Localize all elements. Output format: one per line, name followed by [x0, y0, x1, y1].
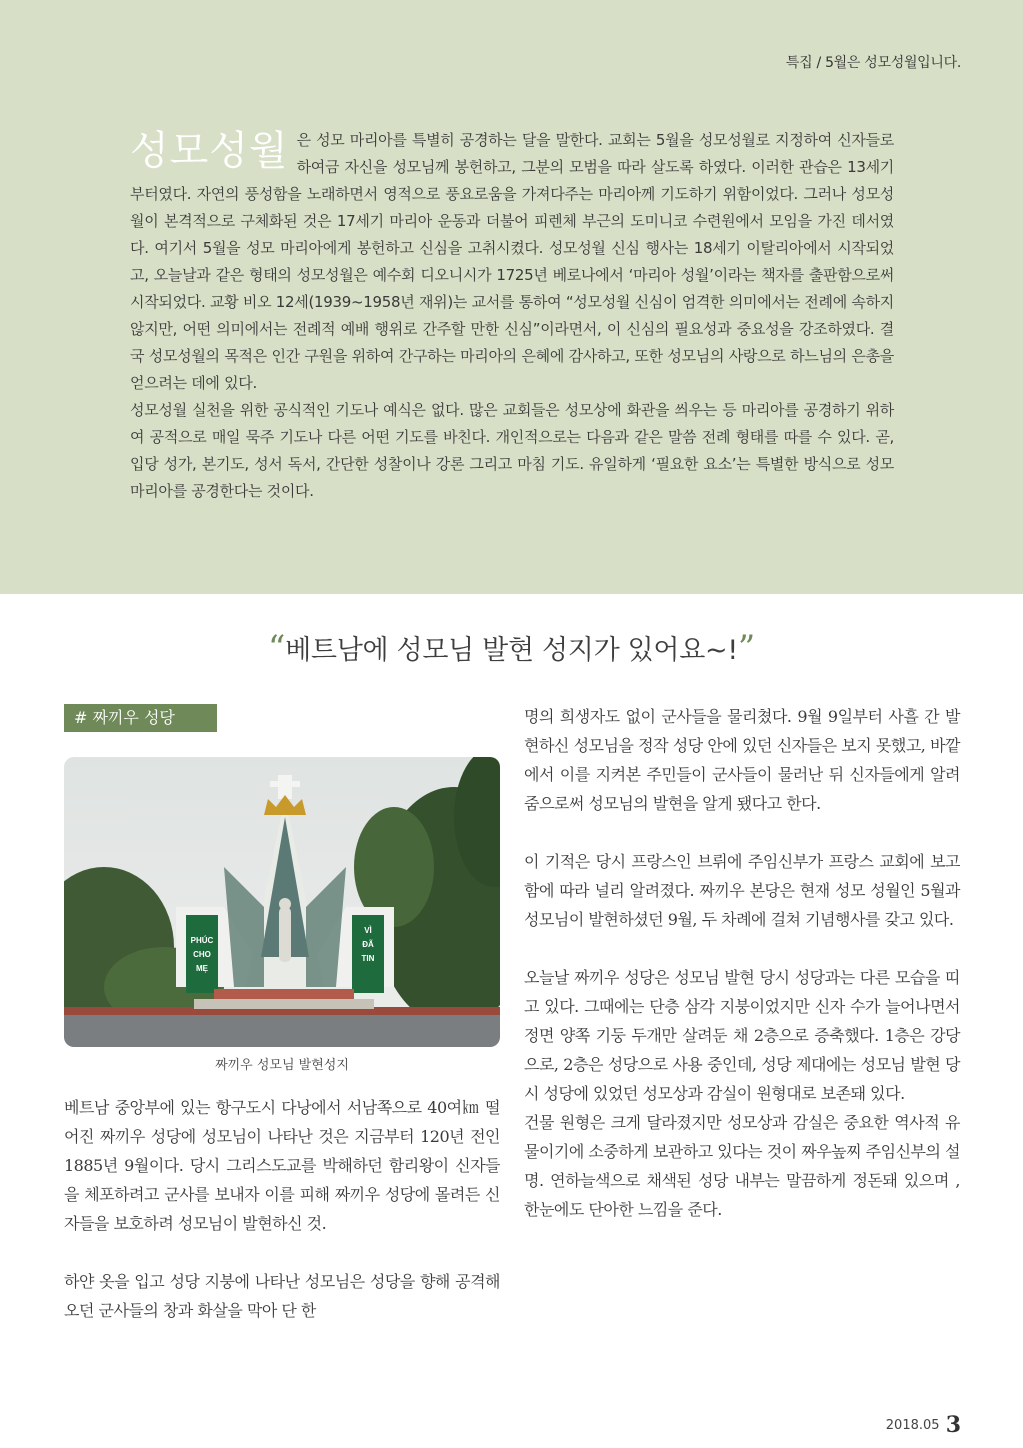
- article-left-column: [64, 1093, 500, 1325]
- article-title: [0, 628, 1023, 668]
- left-paragraph-1: 베트남 중앙부에 있는 항구도시 다낭에서 서남쪽으로 40여㎞ 떨어진 짜끼우 성당에 성모님이 나타난 것은 지금부터 120년 전인 1885년 9월이다. 당시 그리스도교를 박해하던 함리왕이 신자들을 체포하려고 군사를 보내자 이를 피해 짜끼우 성당에 몰려든 신자들을 보호하려 성모님이 발현하신 것.: [64, 1098, 500, 1233]
- paragraph-gap: [64, 1238, 500, 1267]
- right-paragraph-3: 오늘날 짜끼우 성당은 성모님 발현 당시 성당과는 다른 모습을 띠고 있다. 그때에는 단층 삼각 지붕이었지만 신자 수가 늘어나면서 정면 양쪽 기둥 두개만 살려둔 채 2층으로 증축했다. 1층은 강당으로, 2층은 성당으로 사용 중인데, 성당 제대에는 성모님 발현 당시 성당에 있었던 성모상과 감실이 원형대로 보존돼 있다.: [524, 968, 960, 1103]
- photo-caption: 짜끼우 성모님 발현성지: [215, 1058, 349, 1073]
- sign-left-line-1: PHÚC: [190, 936, 214, 945]
- shrine-photo: [64, 757, 500, 1047]
- section-label: 특집 / 5월은 성모성월입니다.: [785, 55, 961, 71]
- intro-paragraph-1: [130, 127, 894, 397]
- left-paragraph-2: 하얀 옷을 입고 성당 지붕에 나타난 성모님은 성당을 향해 공격해 오던 군사들의 창과 화살을 막아 단 한: [64, 1272, 500, 1320]
- intro-text: [130, 127, 894, 505]
- sign-right-line-3: TIN: [361, 954, 375, 963]
- article-title-text: 베트남에 성모님 발현 성지가 있어요~!: [285, 635, 738, 666]
- paragraph-gap: [524, 818, 960, 847]
- paragraph-gap: [524, 934, 960, 963]
- close-quote-mark: ”: [737, 628, 755, 668]
- shrine-illustration: [64, 757, 500, 1047]
- right-paragraph-1: 명의 희생자도 없이 군사들을 물리쳤다. 9월 9일부터 사흘 간 발현하신 성모님을 정작 성당 안에 있던 신자들은 보지 못했고, 바깥에서 이를 지켜본 주민들이 군사들이 물러난 뒤 신자들에게 알려줌으로써 성모님의 발현을 알게 됐다고 한다.: [524, 707, 960, 813]
- right-paragraph-4: 건물 원형은 크게 달라졌지만 성모상과 감실은 중요한 역사적 유물이기에 소중하게 보관하고 있다는 것이 짜우높찌 주임신부의 설명. 연하늘색으로 채색된 성당 내부는 말끔하게 정돈돼 있으며 , 한눈에도 단아한 느낌을 준다.: [524, 1113, 960, 1219]
- issue-date: 2018.05: [885, 1418, 940, 1433]
- intro-paragraph-2: 성모성월 실천을 위한 공식적인 기도나 예식은 없다. 많은 교회들은 성모상에 화관을 씌우는 등 마리아를 공경하기 위하여 공적으로 매일 묵주 기도나 다른 어떤 기도를 바친다. 개인적으로는 다음과 같은 말씀 전례 형태를 따를 수 있다. 곧, 입당 성가, 본기도, 성서 독서, 간단한 성찰이나 강론 그리고 마침 기도. 유일하게 ‘필요한 요소’는 특별한 방식으로 성모 마리아를 공경한다는 것이다.: [130, 401, 894, 500]
- section-tag: # 짜끼우 성당: [64, 704, 217, 732]
- article-right-column: [524, 702, 960, 1224]
- page-footer: [886, 1412, 961, 1438]
- page-number: 3: [945, 1412, 961, 1438]
- sign-left-line-3: MẸ: [196, 964, 208, 973]
- dropcap-title: 성모성월: [130, 128, 289, 174]
- intro-paragraph-1-body: 은 성모 마리아를 특별히 공경하는 달을 말한다. 교회는 5월을 성모성월로 지정하여 신자들로 하여금 자신을 성모님께 봉헌하고, 그분의 모범을 따라 살도록 하였다. 이러한 관습은 13세기부터였다. 자연의 풍성함을 노래하면서 영적으로 풍요로움을 가져다주는 마리아께 기도하기 위함이었다. 그러나 성모성월이 본격적으로 구체화된 것은 17세기 마리아 운동과 더불어 피렌체 부근의 도미니코 수련원에서 모임을 가진 데서였다. 여기서 5월을 성모 마리아에게 봉헌하고 신심을 고취시켰다. 성모성월 신심 행사는 18세기 이탈리아에서 시작되었고, 오늘날과 같은 형태의 성모성월은 예수회 디오니시가 1725년 베로나에서 ‘마리아 성월’이라는 책자를 출판함으로써 시작되었다. 교황 비오 12세(1939~1958년 재위)는 교서를 통하여 “성모성월 신심이 엄격한 의미에서는 전례에 속하지 않지만, 어떤 의미에서는 전례적 예배 행위로 간주할 만한 신심”이라면서, 이 신심의 필요성과 중요성을 강조하였다. 결국 성모성월의 목적은 인간 구원을 위하여 간구하는 마리아의 은혜에 감사하고, 또한 성모님의 사랑으로 하느님의 은총을 얻으려는 데에 있다.: [130, 131, 894, 392]
- open-quote-mark: “: [268, 628, 286, 668]
- sign-left-line-2: CHO: [193, 950, 211, 959]
- sign-right-line-1: VÌ: [364, 926, 372, 935]
- right-paragraph-2: 이 기적은 당시 프랑스인 브뤼에 주임신부가 프랑스 교회에 보고함에 따라 널리 알려졌다. 짜끼우 본당은 현재 성모 성월인 5월과 성모님이 발현하셨던 9월, 두 차례에 걸쳐 기념행사를 갖고 있다.: [524, 852, 960, 929]
- sign-right-line-2: ĐÃ: [362, 940, 374, 949]
